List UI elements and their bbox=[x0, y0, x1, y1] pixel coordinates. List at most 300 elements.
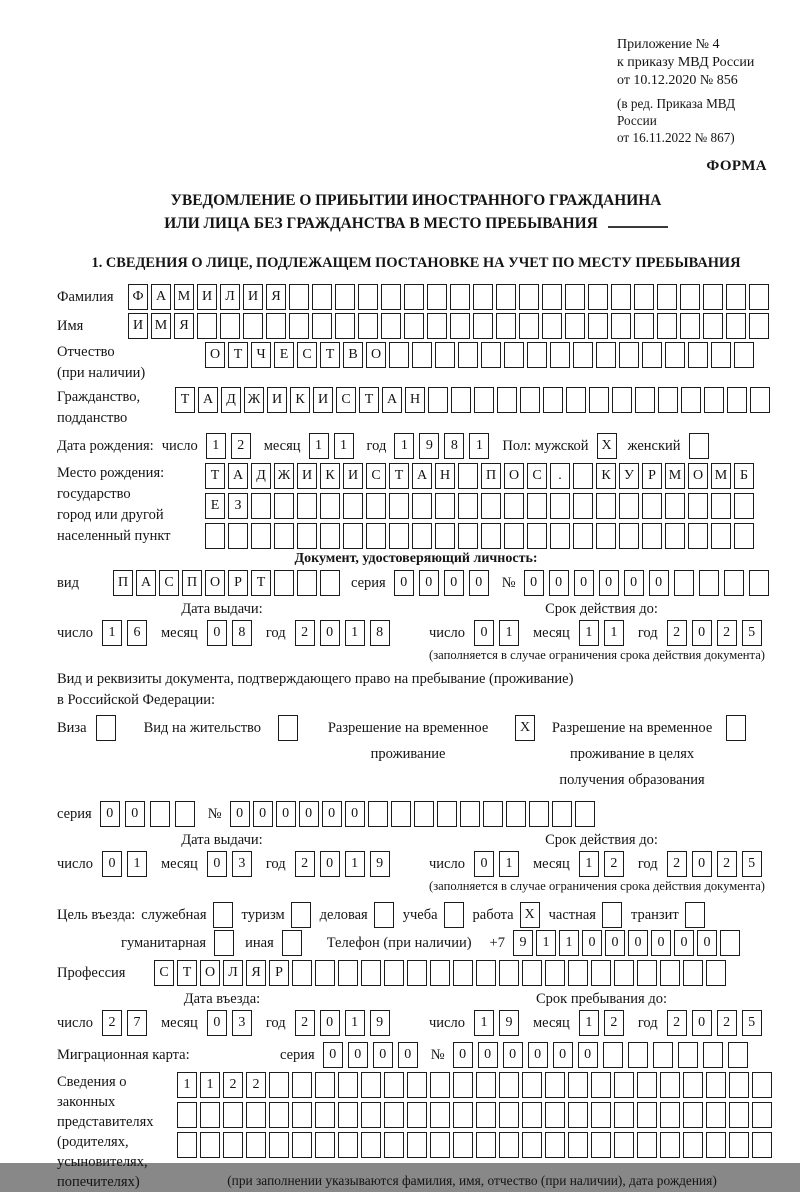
char-box[interactable] bbox=[660, 1132, 680, 1158]
char-box[interactable] bbox=[407, 1132, 427, 1158]
char-box[interactable] bbox=[338, 1102, 358, 1128]
entry-year-input[interactable] bbox=[295, 1010, 395, 1036]
char-box[interactable] bbox=[435, 342, 455, 368]
char-box[interactable] bbox=[407, 1072, 427, 1098]
citizenship-input[interactable] bbox=[175, 387, 773, 413]
char-box[interactable]: 1 bbox=[309, 433, 329, 459]
purpose-tourism-checkbox[interactable] bbox=[291, 902, 314, 928]
char-box[interactable]: З bbox=[228, 493, 248, 519]
char-box[interactable] bbox=[573, 493, 593, 519]
char-box[interactable]: 1 bbox=[579, 620, 599, 646]
char-box[interactable] bbox=[657, 284, 677, 310]
char-box[interactable] bbox=[368, 801, 388, 827]
char-box[interactable] bbox=[453, 1072, 473, 1098]
char-box[interactable]: 1 bbox=[177, 1072, 197, 1098]
birth-day-input[interactable] bbox=[206, 433, 256, 459]
char-box[interactable] bbox=[591, 1132, 611, 1158]
purpose-other-checkbox[interactable] bbox=[282, 930, 305, 956]
char-box[interactable] bbox=[444, 902, 464, 928]
res-issue-year-input[interactable] bbox=[295, 851, 395, 877]
char-box[interactable]: Т bbox=[251, 570, 271, 596]
char-box[interactable] bbox=[292, 960, 312, 986]
char-box[interactable] bbox=[660, 960, 680, 986]
char-box[interactable] bbox=[545, 1072, 565, 1098]
char-box[interactable] bbox=[685, 902, 705, 928]
purpose-private-checkbox[interactable] bbox=[602, 902, 625, 928]
char-box[interactable] bbox=[706, 1072, 726, 1098]
res-issue-month-input[interactable] bbox=[207, 851, 257, 877]
char-box[interactable] bbox=[343, 523, 363, 549]
char-box[interactable] bbox=[412, 342, 432, 368]
given-name-input[interactable] bbox=[128, 313, 772, 339]
char-box[interactable] bbox=[727, 387, 747, 413]
mig-series-input[interactable] bbox=[323, 1042, 423, 1068]
char-box[interactable] bbox=[312, 313, 332, 339]
char-box[interactable] bbox=[637, 1132, 657, 1158]
char-box[interactable] bbox=[291, 902, 311, 928]
char-box[interactable] bbox=[568, 1132, 588, 1158]
res-valid-month-input[interactable] bbox=[579, 851, 629, 877]
char-box[interactable] bbox=[527, 342, 547, 368]
char-box[interactable]: 2 bbox=[295, 1010, 315, 1036]
char-box[interactable] bbox=[228, 523, 248, 549]
char-box[interactable] bbox=[335, 313, 355, 339]
char-box[interactable]: Л bbox=[223, 960, 243, 986]
char-box[interactable] bbox=[568, 1072, 588, 1098]
char-box[interactable] bbox=[320, 493, 340, 519]
char-box[interactable] bbox=[450, 284, 470, 310]
char-box[interactable]: 1 bbox=[394, 433, 414, 459]
char-box[interactable] bbox=[476, 960, 496, 986]
char-box[interactable] bbox=[246, 1132, 266, 1158]
char-box[interactable] bbox=[374, 902, 394, 928]
char-box[interactable] bbox=[680, 313, 700, 339]
char-box[interactable] bbox=[634, 313, 654, 339]
char-box[interactable] bbox=[404, 313, 424, 339]
char-box[interactable]: П bbox=[182, 570, 202, 596]
char-box[interactable] bbox=[412, 523, 432, 549]
char-box[interactable] bbox=[665, 523, 685, 549]
temp-residence-edu-checkbox[interactable] bbox=[726, 715, 749, 741]
representatives-row2-input[interactable] bbox=[177, 1102, 775, 1128]
char-box[interactable] bbox=[335, 284, 355, 310]
char-box[interactable]: Т bbox=[389, 463, 409, 489]
char-box[interactable]: С bbox=[366, 463, 386, 489]
char-box[interactable]: Е bbox=[205, 493, 225, 519]
char-box[interactable] bbox=[177, 1102, 197, 1128]
char-box[interactable] bbox=[724, 570, 744, 596]
char-box[interactable]: 8 bbox=[370, 620, 390, 646]
char-box[interactable]: 2 bbox=[667, 851, 687, 877]
char-box[interactable]: С bbox=[154, 960, 174, 986]
char-box[interactable]: Я bbox=[246, 960, 266, 986]
char-box[interactable]: М bbox=[174, 284, 194, 310]
char-box[interactable]: И bbox=[267, 387, 287, 413]
char-box[interactable]: У bbox=[619, 463, 639, 489]
char-box[interactable] bbox=[704, 387, 724, 413]
char-box[interactable] bbox=[391, 801, 411, 827]
char-box[interactable] bbox=[665, 342, 685, 368]
char-box[interactable] bbox=[614, 1132, 634, 1158]
char-box[interactable]: 3 bbox=[232, 1010, 252, 1036]
res-number-input[interactable] bbox=[230, 801, 598, 827]
char-box[interactable] bbox=[703, 284, 723, 310]
char-box[interactable]: 0 bbox=[628, 930, 648, 956]
char-box[interactable] bbox=[315, 1132, 335, 1158]
char-box[interactable] bbox=[407, 960, 427, 986]
char-box[interactable]: Н bbox=[435, 463, 455, 489]
char-box[interactable]: 2 bbox=[295, 620, 315, 646]
char-box[interactable]: 1 bbox=[499, 851, 519, 877]
char-box[interactable] bbox=[214, 930, 234, 956]
char-box[interactable]: 2 bbox=[667, 620, 687, 646]
char-box[interactable]: Л bbox=[220, 284, 240, 310]
char-box[interactable] bbox=[496, 313, 516, 339]
char-box[interactable] bbox=[251, 523, 271, 549]
char-box[interactable] bbox=[453, 960, 473, 986]
char-box[interactable]: 2 bbox=[717, 1010, 737, 1036]
char-box[interactable]: 2 bbox=[246, 1072, 266, 1098]
char-box[interactable]: А bbox=[151, 284, 171, 310]
char-box[interactable]: С bbox=[527, 463, 547, 489]
char-box[interactable] bbox=[384, 960, 404, 986]
char-box[interactable] bbox=[358, 284, 378, 310]
char-box[interactable] bbox=[384, 1132, 404, 1158]
char-box[interactable] bbox=[678, 1042, 698, 1068]
char-box[interactable]: 1 bbox=[604, 620, 624, 646]
char-box[interactable] bbox=[653, 1042, 673, 1068]
char-box[interactable] bbox=[566, 387, 586, 413]
char-box[interactable] bbox=[430, 1132, 450, 1158]
char-box[interactable] bbox=[435, 493, 455, 519]
purpose-study-checkbox[interactable] bbox=[444, 902, 467, 928]
char-box[interactable]: Б bbox=[734, 463, 754, 489]
doc-valid-day-input[interactable] bbox=[474, 620, 524, 646]
char-box[interactable]: 1 bbox=[579, 1010, 599, 1036]
char-box[interactable] bbox=[292, 1072, 312, 1098]
char-box[interactable] bbox=[427, 284, 447, 310]
phone-input[interactable] bbox=[513, 930, 743, 956]
char-box[interactable] bbox=[407, 1102, 427, 1128]
char-box[interactable] bbox=[689, 433, 709, 459]
char-box[interactable]: 0 bbox=[549, 570, 569, 596]
char-box[interactable]: Т bbox=[228, 342, 248, 368]
char-box[interactable] bbox=[474, 387, 494, 413]
sex-male-checkbox[interactable] bbox=[597, 433, 620, 459]
char-box[interactable] bbox=[381, 313, 401, 339]
char-box[interactable]: 1 bbox=[469, 433, 489, 459]
char-box[interactable] bbox=[453, 1102, 473, 1128]
char-box[interactable] bbox=[749, 284, 769, 310]
char-box[interactable]: И bbox=[197, 284, 217, 310]
char-box[interactable] bbox=[177, 1132, 197, 1158]
char-box[interactable] bbox=[320, 523, 340, 549]
char-box[interactable] bbox=[545, 1102, 565, 1128]
char-box[interactable] bbox=[437, 801, 457, 827]
char-box[interactable] bbox=[506, 801, 526, 827]
char-box[interactable] bbox=[575, 801, 595, 827]
char-box[interactable] bbox=[734, 342, 754, 368]
char-box[interactable] bbox=[729, 1102, 749, 1128]
char-box[interactable] bbox=[680, 284, 700, 310]
char-box[interactable] bbox=[619, 493, 639, 519]
char-box[interactable] bbox=[519, 284, 539, 310]
char-box[interactable] bbox=[269, 1102, 289, 1128]
char-box[interactable]: 0 bbox=[453, 1042, 473, 1068]
char-box[interactable]: 6 bbox=[127, 620, 147, 646]
purpose-work-checkbox[interactable] bbox=[520, 902, 543, 928]
char-box[interactable] bbox=[752, 1132, 772, 1158]
char-box[interactable] bbox=[481, 493, 501, 519]
res-series-input[interactable] bbox=[100, 801, 200, 827]
doc-series-input[interactable] bbox=[394, 570, 494, 596]
birth-place-row1-input[interactable] bbox=[205, 463, 757, 489]
char-box[interactable] bbox=[428, 387, 448, 413]
char-box[interactable]: 0 bbox=[697, 930, 717, 956]
char-box[interactable]: 1 bbox=[559, 930, 579, 956]
char-box[interactable] bbox=[683, 1102, 703, 1128]
char-box[interactable] bbox=[573, 342, 593, 368]
char-box[interactable] bbox=[246, 1102, 266, 1128]
char-box[interactable] bbox=[565, 284, 585, 310]
char-box[interactable] bbox=[683, 1072, 703, 1098]
char-box[interactable] bbox=[412, 493, 432, 519]
char-box[interactable]: М bbox=[665, 463, 685, 489]
char-box[interactable] bbox=[637, 1072, 657, 1098]
char-box[interactable]: 0 bbox=[578, 1042, 598, 1068]
birth-month-input[interactable] bbox=[309, 433, 359, 459]
char-box[interactable] bbox=[522, 1072, 542, 1098]
char-box[interactable] bbox=[750, 387, 770, 413]
char-box[interactable] bbox=[589, 387, 609, 413]
char-box[interactable]: 0 bbox=[207, 620, 227, 646]
char-box[interactable] bbox=[315, 1102, 335, 1128]
char-box[interactable] bbox=[499, 1072, 519, 1098]
char-box[interactable]: 9 bbox=[499, 1010, 519, 1036]
representatives-row3-input[interactable] bbox=[177, 1132, 775, 1158]
char-box[interactable] bbox=[529, 801, 549, 827]
char-box[interactable] bbox=[749, 313, 769, 339]
char-box[interactable]: 0 bbox=[649, 570, 669, 596]
char-box[interactable] bbox=[414, 801, 434, 827]
doc-issue-day-input[interactable] bbox=[102, 620, 152, 646]
char-box[interactable] bbox=[504, 493, 524, 519]
char-box[interactable]: Ж bbox=[244, 387, 264, 413]
char-box[interactable] bbox=[614, 1072, 634, 1098]
char-box[interactable] bbox=[588, 313, 608, 339]
char-box[interactable] bbox=[611, 284, 631, 310]
char-box[interactable] bbox=[591, 960, 611, 986]
char-box[interactable] bbox=[200, 1132, 220, 1158]
char-box[interactable]: 0 bbox=[320, 1010, 340, 1036]
char-box[interactable] bbox=[614, 1102, 634, 1128]
char-box[interactable] bbox=[591, 1072, 611, 1098]
char-box[interactable]: С bbox=[159, 570, 179, 596]
profession-input[interactable] bbox=[154, 960, 729, 986]
char-box[interactable] bbox=[223, 1132, 243, 1158]
char-box[interactable] bbox=[699, 570, 719, 596]
char-box[interactable] bbox=[706, 1102, 726, 1128]
char-box[interactable]: 0 bbox=[299, 801, 319, 827]
char-box[interactable]: 0 bbox=[474, 620, 494, 646]
char-box[interactable] bbox=[381, 284, 401, 310]
doc-number-input[interactable] bbox=[524, 570, 774, 596]
char-box[interactable]: 2 bbox=[223, 1072, 243, 1098]
char-box[interactable] bbox=[637, 960, 657, 986]
char-box[interactable] bbox=[278, 715, 298, 741]
char-box[interactable] bbox=[458, 493, 478, 519]
char-box[interactable] bbox=[430, 960, 450, 986]
char-box[interactable] bbox=[726, 313, 746, 339]
char-box[interactable] bbox=[366, 493, 386, 519]
char-box[interactable]: 0 bbox=[624, 570, 644, 596]
char-box[interactable]: 0 bbox=[320, 851, 340, 877]
char-box[interactable] bbox=[552, 801, 572, 827]
char-box[interactable] bbox=[389, 342, 409, 368]
char-box[interactable] bbox=[343, 493, 363, 519]
char-box[interactable] bbox=[642, 523, 662, 549]
char-box[interactable]: О bbox=[200, 960, 220, 986]
stay-year-input[interactable] bbox=[667, 1010, 767, 1036]
char-box[interactable] bbox=[96, 715, 116, 741]
char-box[interactable] bbox=[527, 493, 547, 519]
char-box[interactable]: 0 bbox=[528, 1042, 548, 1068]
char-box[interactable]: Т bbox=[359, 387, 379, 413]
char-box[interactable] bbox=[315, 1072, 335, 1098]
char-box[interactable] bbox=[499, 1102, 519, 1128]
char-box[interactable] bbox=[251, 493, 271, 519]
char-box[interactable] bbox=[596, 493, 616, 519]
char-box[interactable]: К bbox=[320, 463, 340, 489]
char-box[interactable] bbox=[476, 1072, 496, 1098]
char-box[interactable]: 0 bbox=[524, 570, 544, 596]
char-box[interactable] bbox=[269, 1072, 289, 1098]
char-box[interactable]: М bbox=[151, 313, 171, 339]
char-box[interactable]: 0 bbox=[100, 801, 120, 827]
char-box[interactable] bbox=[565, 313, 585, 339]
char-box[interactable]: 0 bbox=[373, 1042, 393, 1068]
char-box[interactable] bbox=[476, 1102, 496, 1128]
char-box[interactable] bbox=[404, 284, 424, 310]
char-box[interactable] bbox=[150, 801, 170, 827]
char-box[interactable]: 1 bbox=[334, 433, 354, 459]
char-box[interactable]: 2 bbox=[717, 851, 737, 877]
char-box[interactable] bbox=[389, 523, 409, 549]
char-box[interactable] bbox=[435, 523, 455, 549]
char-box[interactable] bbox=[568, 960, 588, 986]
char-box[interactable]: 1 bbox=[536, 930, 556, 956]
doc-kind-input[interactable] bbox=[113, 570, 343, 596]
char-box[interactable]: И bbox=[343, 463, 363, 489]
char-box[interactable] bbox=[619, 523, 639, 549]
residence-permit-checkbox[interactable] bbox=[278, 715, 301, 741]
char-box[interactable]: 0 bbox=[478, 1042, 498, 1068]
char-box[interactable] bbox=[703, 1042, 723, 1068]
char-box[interactable] bbox=[366, 523, 386, 549]
char-box[interactable] bbox=[292, 1102, 312, 1128]
char-box[interactable] bbox=[522, 960, 542, 986]
char-box[interactable]: 1 bbox=[474, 1010, 494, 1036]
char-box[interactable]: И bbox=[297, 463, 317, 489]
char-box[interactable] bbox=[658, 387, 678, 413]
char-box[interactable]: П bbox=[481, 463, 501, 489]
char-box[interactable]: 8 bbox=[444, 433, 464, 459]
char-box[interactable] bbox=[550, 493, 570, 519]
char-box[interactable]: И bbox=[243, 284, 263, 310]
char-box[interactable]: 0 bbox=[322, 801, 342, 827]
char-box[interactable] bbox=[703, 313, 723, 339]
char-box[interactable] bbox=[734, 523, 754, 549]
char-box[interactable] bbox=[297, 570, 317, 596]
char-box[interactable] bbox=[711, 523, 731, 549]
char-box[interactable]: К bbox=[290, 387, 310, 413]
char-box[interactable] bbox=[681, 387, 701, 413]
char-box[interactable] bbox=[660, 1102, 680, 1128]
char-box[interactable] bbox=[312, 284, 332, 310]
char-box[interactable] bbox=[384, 1102, 404, 1128]
char-box[interactable]: М bbox=[711, 463, 731, 489]
purpose-transit-checkbox[interactable] bbox=[685, 902, 708, 928]
char-box[interactable] bbox=[752, 1072, 772, 1098]
char-box[interactable] bbox=[292, 1132, 312, 1158]
char-box[interactable]: Р bbox=[269, 960, 289, 986]
char-box[interactable]: А bbox=[412, 463, 432, 489]
doc-valid-month-input[interactable] bbox=[579, 620, 629, 646]
char-box[interactable] bbox=[619, 342, 639, 368]
char-box[interactable]: Д bbox=[221, 387, 241, 413]
char-box[interactable]: 0 bbox=[419, 570, 439, 596]
char-box[interactable]: Т bbox=[205, 463, 225, 489]
char-box[interactable] bbox=[545, 1132, 565, 1158]
char-box[interactable]: 0 bbox=[582, 930, 602, 956]
stay-day-input[interactable] bbox=[474, 1010, 524, 1036]
char-box[interactable] bbox=[430, 1102, 450, 1128]
char-box[interactable] bbox=[205, 523, 225, 549]
char-box[interactable]: Р bbox=[228, 570, 248, 596]
char-box[interactable] bbox=[315, 960, 335, 986]
char-box[interactable] bbox=[635, 387, 655, 413]
char-box[interactable] bbox=[266, 313, 286, 339]
char-box[interactable]: Я bbox=[266, 284, 286, 310]
purpose-official-checkbox[interactable] bbox=[213, 902, 236, 928]
char-box[interactable] bbox=[338, 1072, 358, 1098]
char-box[interactable]: 0 bbox=[599, 570, 619, 596]
char-box[interactable] bbox=[550, 523, 570, 549]
char-box[interactable]: 0 bbox=[207, 851, 227, 877]
char-box[interactable]: 0 bbox=[692, 851, 712, 877]
char-box[interactable]: 9 bbox=[370, 851, 390, 877]
char-box[interactable] bbox=[706, 960, 726, 986]
char-box[interactable] bbox=[749, 570, 769, 596]
char-box[interactable]: А bbox=[198, 387, 218, 413]
char-box[interactable]: 1 bbox=[345, 620, 365, 646]
char-box[interactable] bbox=[688, 342, 708, 368]
char-box[interactable]: 0 bbox=[125, 801, 145, 827]
char-box[interactable]: 0 bbox=[503, 1042, 523, 1068]
char-box[interactable] bbox=[499, 1132, 519, 1158]
mig-number-input[interactable] bbox=[453, 1042, 753, 1068]
char-box[interactable] bbox=[602, 902, 622, 928]
char-box[interactable] bbox=[460, 801, 480, 827]
char-box[interactable]: О bbox=[205, 342, 225, 368]
char-box[interactable]: 0 bbox=[398, 1042, 418, 1068]
char-box[interactable] bbox=[603, 1042, 623, 1068]
char-box[interactable] bbox=[628, 1042, 648, 1068]
char-box[interactable] bbox=[711, 342, 731, 368]
char-box[interactable] bbox=[542, 313, 562, 339]
char-box[interactable]: О bbox=[366, 342, 386, 368]
char-box[interactable]: Ф bbox=[128, 284, 148, 310]
